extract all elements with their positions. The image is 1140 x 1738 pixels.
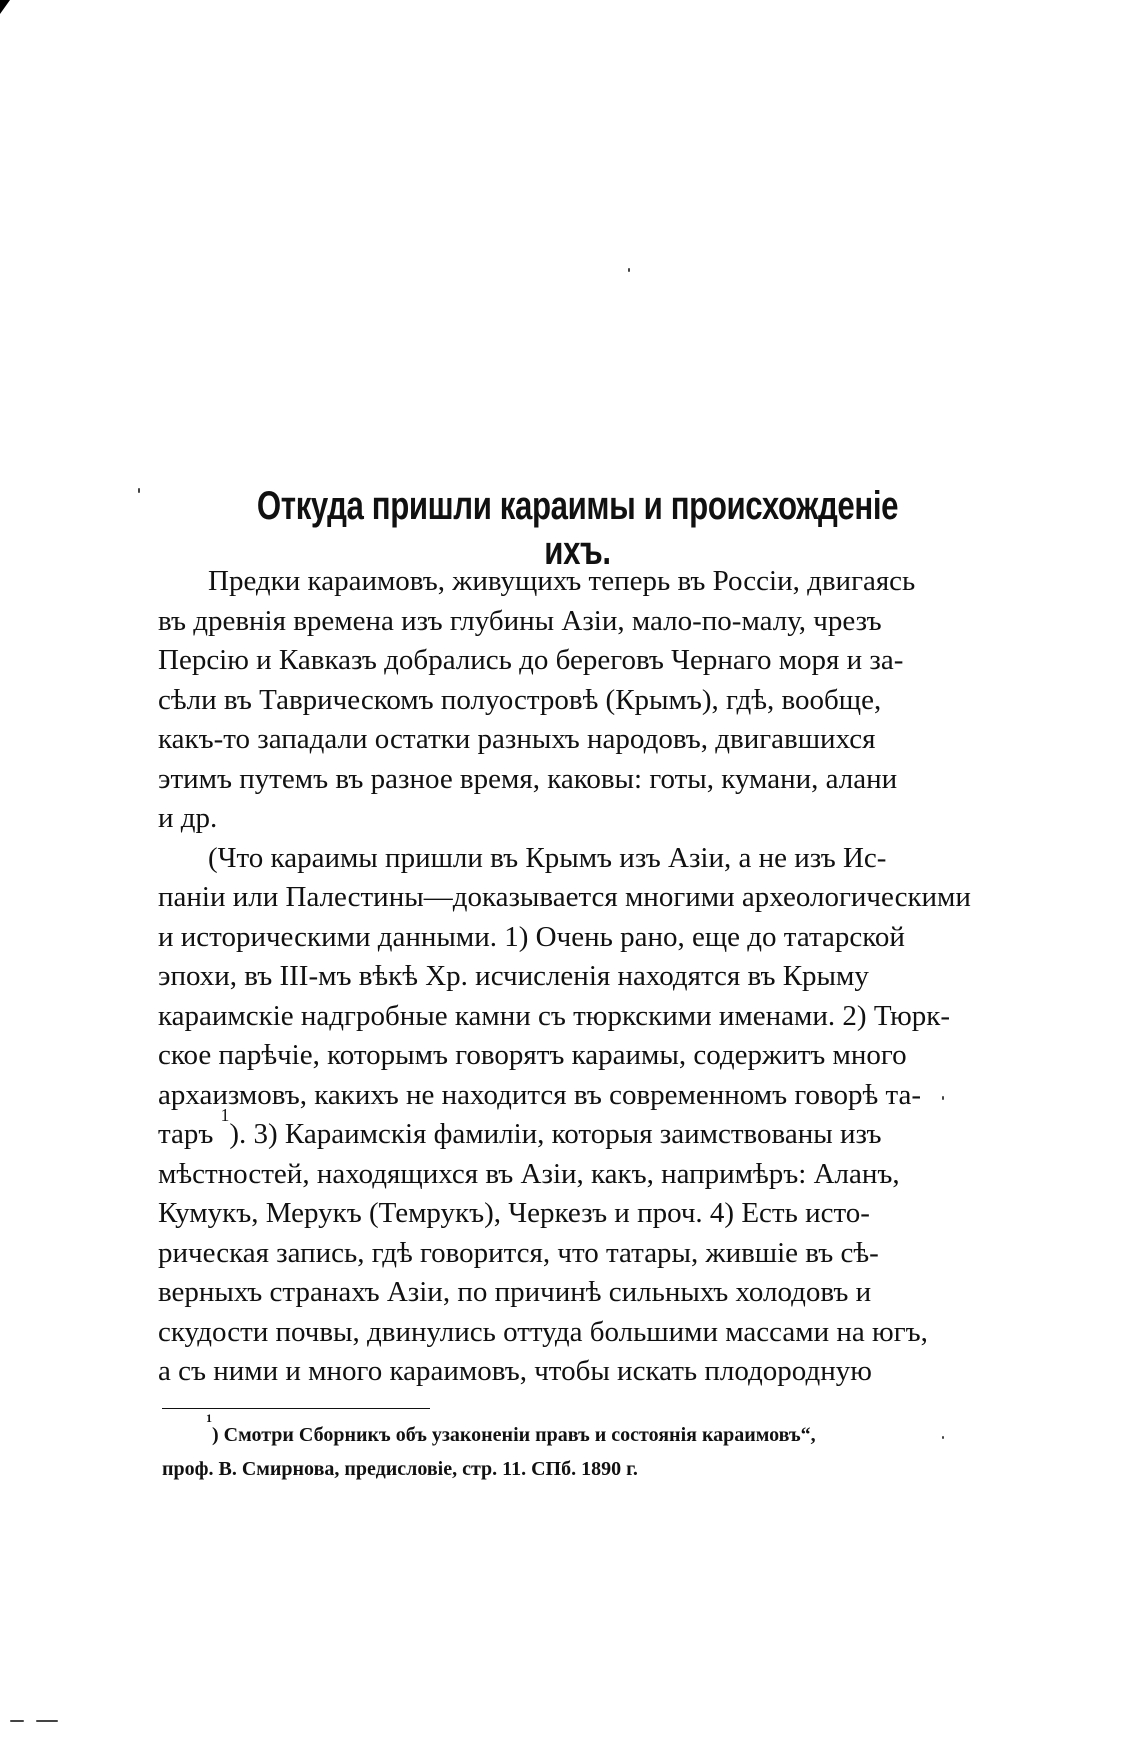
- text-line: ское парѣчіе, которымъ говорятъ караимы, содержитъ много: [158, 1039, 907, 1071]
- page-title: Откуда пришли караимы и происхожденіе ихъ.: [256, 484, 899, 573]
- body-text: [158, 562, 970, 1392]
- text-line: паніи или Палестины—доказывается многими археологическими: [158, 881, 971, 913]
- corner-mark: [0, 0, 10, 14]
- footnote-reference: 1: [220, 1105, 230, 1125]
- text-line: Персію и Кавказъ добрались до береговъ Чернаго моря и за-: [158, 644, 904, 676]
- text-line: верныхъ странахъ Азіи, по причинѣ сильныхъ холодовъ и: [158, 1276, 872, 1308]
- footnote-line: проф. В. Смирнова, предисловіе, стр. 11. СПб. 1890 г.: [162, 1458, 638, 1480]
- text-line: а съ ними и много караимовъ, чтобы искать плодородную: [158, 1355, 872, 1387]
- scan-speck: [942, 1436, 944, 1439]
- text-line: какъ-то западали остатки разныхъ народовъ, двигавшихся: [158, 723, 876, 755]
- text-line-with-footnote-ref: [158, 1105, 970, 1155]
- text-line: эпохи, въ III-мъ вѣкѣ Хр. исчисленія находятся въ Крыму: [158, 960, 869, 992]
- scan-speck: [36, 1720, 58, 1722]
- footnote-text: ) Смотри Сборникъ объ узаконеніи правъ и состоянія караимовъ“,: [212, 1424, 816, 1446]
- footnote-divider: [162, 1408, 430, 1409]
- text-fragment: ). 3) Караимскія фамиліи, которыя заимствованы изъ: [229, 1118, 882, 1150]
- scan-speck: [138, 488, 140, 493]
- text-fragment: таръ: [158, 1118, 214, 1150]
- text-line: и историческими данными. 1) Очень рано, еще до татарской: [158, 920, 905, 953]
- text-line: этимъ путемъ въ разное время, каковы: готы, кумани, алани: [158, 762, 898, 795]
- text-line: и др.: [158, 802, 218, 834]
- text-line: рическая запись, гдѣ говорится, что татары, жившіе въ сѣ-: [158, 1236, 879, 1269]
- scan-speck: [628, 268, 630, 272]
- footnote-line: [162, 1411, 972, 1452]
- text-line: (Что караимы пришли въ Крымъ изъ Азіи, а не изъ Ис-: [208, 841, 887, 874]
- text-line: въ древнія времена изъ глубины Азіи, мало-по-малу, чрезъ: [158, 604, 882, 637]
- scan-speck: [942, 1096, 944, 1100]
- text-line: архаизмовъ, какихъ не находится въ современномъ говорѣ та-: [158, 1078, 922, 1111]
- text-line: сѣли въ Таврическомъ полуостровѣ (Крымъ), гдѣ, вообще,: [158, 683, 882, 716]
- text-line: Кумукъ, Мерукъ (Темрукъ), Черкезъ и проч. 4) Есть исто-: [158, 1197, 870, 1229]
- text-line: мѣстностей, находящихся въ Азіи, какъ, напримѣръ: Аланъ,: [158, 1157, 900, 1190]
- text-line: караимскіе надгробные камни съ тюркскими именами. 2) Тюрк-: [158, 999, 951, 1032]
- footnote-marker: 1: [206, 1411, 212, 1425]
- scan-speck: [10, 1720, 24, 1722]
- footnote: [162, 1411, 972, 1486]
- text-line: Предки караимовъ, живущихъ теперь въ Россіи, двигаясь: [208, 565, 916, 597]
- text-line: скудости почвы, двинулись оттуда большими массами на югъ,: [158, 1315, 928, 1348]
